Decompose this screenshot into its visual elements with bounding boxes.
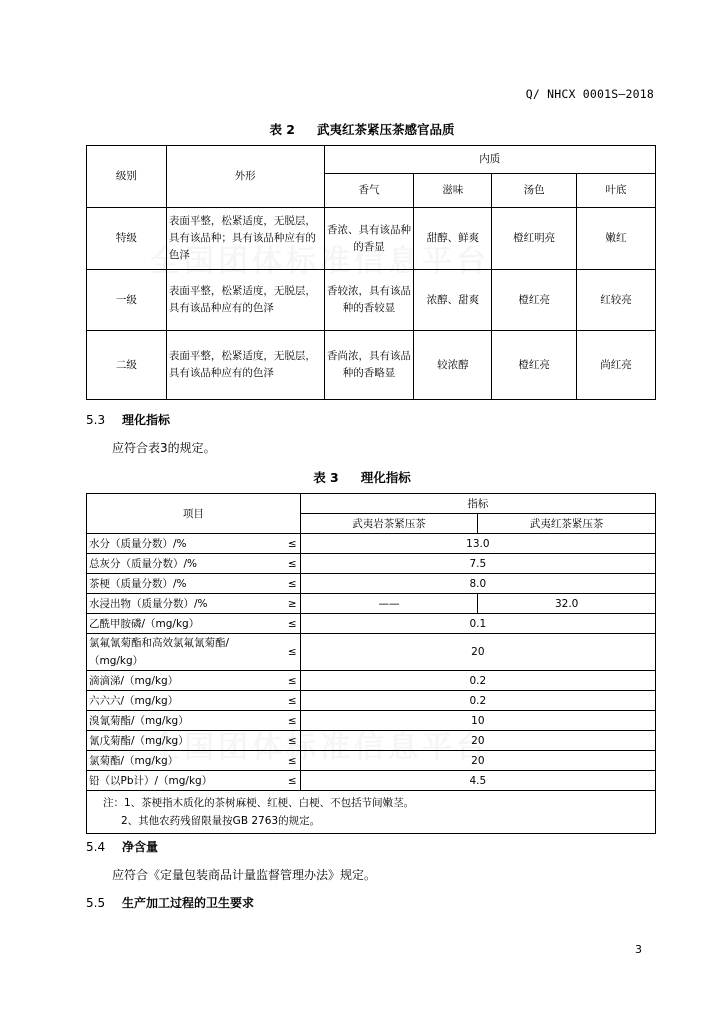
- t3-symbol: ≤: [274, 691, 300, 711]
- t3-symbol: ≤: [274, 731, 300, 751]
- table-row: [87, 691, 656, 711]
- table3-number: 表 3: [313, 470, 339, 485]
- t3-value: 20: [300, 731, 655, 751]
- t3-item: 氯氟氰菊酯和高效氯氟氰菊酯/（mg/kg）: [87, 634, 275, 671]
- t2-color: 橙红亮: [492, 270, 577, 331]
- t3-symbol: ≤: [274, 771, 300, 791]
- table-row: [87, 574, 656, 594]
- table-row: [87, 731, 656, 751]
- t2-grade: 特级: [87, 208, 167, 270]
- t3-header-index: 指标: [300, 494, 655, 514]
- t3-value: 4.5: [300, 771, 655, 791]
- t3-note-1: 注：1、茶梗指木质化的茶树麻梗、红梗、白梗、不包括节间嫩茎。: [103, 797, 415, 809]
- table-row: [87, 771, 656, 791]
- t3-note-2: 2、其他农药残留限量按GB 2763的规定。: [121, 815, 321, 827]
- table3-title: 理化指标: [360, 470, 411, 485]
- t2-header-taste: 滋味: [414, 174, 492, 208]
- section-number: 5.5: [86, 896, 106, 910]
- t3-item: 滴滴涕/（mg/kg）: [87, 671, 275, 691]
- t3-symbol: ≤: [274, 671, 300, 691]
- t3-header-col1: 武夷岩茶紧压茶: [300, 514, 478, 534]
- t2-header-aroma: 香气: [324, 174, 414, 208]
- t2-aroma: 香尚浓，具有该品种的香略显: [324, 331, 414, 400]
- t2-taste: 较浓醇: [414, 331, 492, 400]
- section-title: 净含量: [122, 840, 159, 854]
- t3-value: 13.0: [300, 534, 655, 554]
- table-row: [87, 634, 656, 671]
- table-row: [87, 671, 656, 691]
- t2-leaf: 尚红亮: [577, 331, 656, 400]
- table-row: [87, 534, 656, 554]
- t2-shape: 表面平整，松紧适度，无脱层，具有该品种应有的色泽: [166, 331, 324, 400]
- section-number: 5.3: [86, 413, 106, 427]
- table-row: [87, 270, 656, 331]
- t3-item: 总灰分（质量分数）/%: [87, 554, 275, 574]
- t3-value: 20: [300, 751, 655, 771]
- table2-title: 武夷红茶紧压茶感官品质: [317, 122, 455, 137]
- t3-header-col2: 武夷红茶紧压茶: [478, 514, 656, 534]
- t3-item: 水分（质量分数）/%: [87, 534, 275, 554]
- t3-value-col2: 32.0: [478, 594, 656, 614]
- t3-symbol: ≤: [274, 751, 300, 771]
- t3-value: 10: [300, 711, 655, 731]
- t2-taste: 甜醇、鲜爽: [414, 208, 492, 270]
- t3-item: 溴氰菊酯/（mg/kg）: [87, 711, 275, 731]
- t2-leaf: 红较亮: [577, 270, 656, 331]
- t2-leaf: 嫩红: [577, 208, 656, 270]
- t2-header-color: 汤色: [492, 174, 577, 208]
- t3-item: 水浸出物（质量分数）/%: [87, 594, 275, 614]
- table2-number: 表 2: [269, 122, 296, 137]
- t3-item: 六六六/（mg/kg）: [87, 691, 275, 711]
- t3-notes: [87, 791, 656, 834]
- t2-color: 橙红亮: [492, 331, 577, 400]
- t3-symbol: ≥: [274, 594, 300, 614]
- t3-symbol: ≤: [274, 534, 300, 554]
- page-number: 3: [635, 943, 642, 956]
- t2-shape: 表面平整，松紧适度，无脱层，具有该品种应有的色泽: [166, 270, 324, 331]
- section-title: 生产加工过程的卫生要求: [122, 896, 255, 910]
- t3-item: 氯菊酯/（mg/kg）: [87, 751, 275, 771]
- section-5-3-heading: [86, 411, 170, 428]
- t3-symbol: ≤: [274, 574, 300, 594]
- t3-value-col1: ——: [300, 594, 478, 614]
- t2-header-shape: 外形: [166, 146, 324, 208]
- section-5-4-text: 应符合《定量包装商品计量监督管理办法》规定。: [112, 868, 377, 882]
- t2-color: 橙红明亮: [492, 208, 577, 270]
- table2-caption: [0, 120, 724, 138]
- doc-code: Q/ NHCX 0001S—2018: [525, 87, 654, 101]
- table-row: [87, 208, 656, 270]
- table-row: [87, 614, 656, 634]
- table-row: [87, 711, 656, 731]
- t3-header-item: 项目: [87, 494, 301, 534]
- t3-item: 氰戊菊酯/（mg/kg）: [87, 731, 275, 751]
- t3-item: 铅（以Pb计）/（mg/kg）: [87, 771, 275, 791]
- t2-header-leaf: 叶底: [577, 174, 656, 208]
- section-number: 5.4: [86, 840, 106, 854]
- t2-header-grade: 级别: [87, 146, 167, 208]
- table3-physicochemical: [86, 493, 656, 834]
- t3-symbol: ≤: [274, 554, 300, 574]
- t3-value: 0.2: [300, 691, 655, 711]
- t2-aroma: 香浓、具有该品种的香显: [324, 208, 414, 270]
- t2-taste: 浓醇、甜爽: [414, 270, 492, 331]
- t3-item: 乙酰甲胺磷/（mg/kg）: [87, 614, 275, 634]
- table-row: [87, 554, 656, 574]
- t3-symbol: ≤: [274, 634, 300, 671]
- t2-grade: 一级: [87, 270, 167, 331]
- t3-value: 20: [300, 634, 655, 671]
- t2-grade: 二级: [87, 331, 167, 400]
- table-row: [87, 331, 656, 400]
- section-5-5-heading: [86, 894, 254, 911]
- t2-header-inner: 内质: [324, 146, 655, 174]
- t3-value: 0.1: [300, 614, 655, 634]
- t3-value: 0.2: [300, 671, 655, 691]
- section-5-3-text: 应符合表3的规定。: [112, 441, 216, 455]
- table-row: [87, 594, 656, 614]
- t2-aroma: 香较浓，具有该品种的香较显: [324, 270, 414, 331]
- table3-caption: [0, 468, 724, 486]
- table-row: [87, 751, 656, 771]
- t2-shape: 表面平整，松紧适度，无脱层，具有该品种；具有该品种应有的色泽: [166, 208, 324, 270]
- section-5-4-heading: [86, 838, 158, 855]
- t3-value: 8.0: [300, 574, 655, 594]
- section-title: 理化指标: [122, 413, 171, 427]
- t3-symbol: ≤: [274, 711, 300, 731]
- table2-sensory: [86, 145, 656, 400]
- t3-item: 茶梗（质量分数）/%: [87, 574, 275, 594]
- t3-value: 7.5: [300, 554, 655, 574]
- t3-symbol: ≤: [274, 614, 300, 634]
